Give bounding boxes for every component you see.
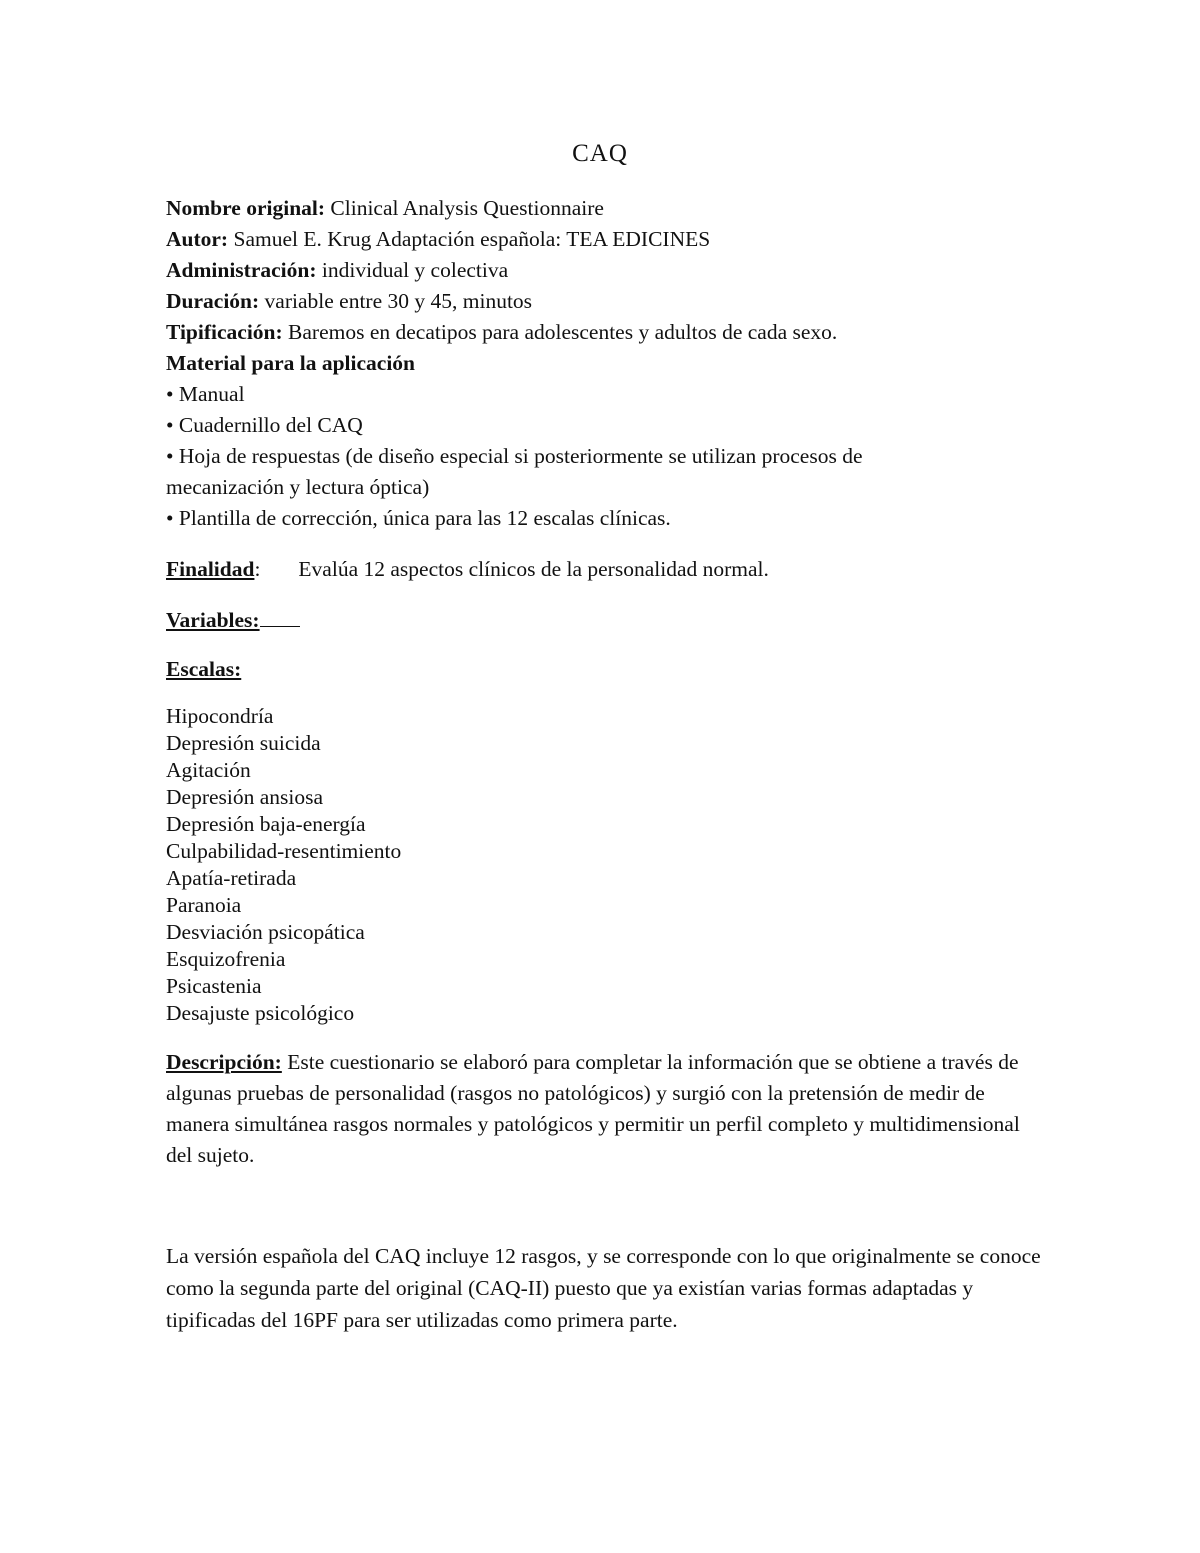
field-label: Autor:	[166, 227, 229, 251]
field-value: Clinical Analysis Questionnaire	[330, 196, 604, 220]
field-duracion	[166, 286, 1046, 317]
material-item: • Plantilla de corrección, única para las 12 escalas clínicas.	[166, 506, 671, 530]
field-value: individual y colectiva	[321, 258, 509, 282]
escala-item: Desviación psicopática	[166, 920, 365, 944]
material-item: • Hoja de respuestas (de diseño especial si posteriormente se utilizan procesos de mecanización y lectura óptica)	[166, 444, 863, 499]
finalidad-label: Finalidad	[166, 557, 255, 581]
escala-item: Apatía-retirada	[166, 866, 297, 890]
material-item: • Manual	[166, 382, 245, 406]
escala-item: Agitación	[166, 758, 251, 782]
field-autor	[166, 224, 1046, 255]
material-item: • Cuadernillo del CAQ	[166, 413, 363, 437]
field-nombre	[166, 193, 1046, 224]
field-value: Samuel E. Krug Adaptación española: TEA EDICINES	[233, 227, 711, 251]
escalas-heading-row	[166, 654, 1046, 685]
escala-item: Hipocondría	[166, 704, 274, 728]
escala-item: Depresión ansiosa	[166, 785, 324, 809]
underline-blank	[260, 625, 300, 627]
variables-heading-row	[166, 605, 1046, 636]
field-administracion	[166, 255, 1046, 286]
descripcion-label: Descripción:	[166, 1050, 282, 1074]
variables-heading: Variables:	[166, 608, 260, 632]
version-paragraph: La versión española del CAQ incluye 12 rasgos, y se corresponde con lo que originalmente se conoce como la segunda parte del original (CAQ-II) puesto que ya existían varias formas adaptadas y tipificadas del 16PF para ser utilizadas como primera parte.	[166, 1244, 1041, 1332]
document-title: CAQ	[572, 140, 628, 167]
descripcion-text: Este cuestionario se elaboró para completar la información que se obtiene a través de algunas pruebas de personalidad (rasgos no patológicos) y surgió con la pretensión de medir de manera simultánea rasgos normales y patológicos y permitir un perfil completo y multidimensional del sujeto.	[166, 1050, 1020, 1167]
document-body	[166, 193, 1046, 1336]
field-value: variable entre 30 y 45, minutos	[264, 289, 533, 313]
finalidad-value: Evalúa 12 aspectos clínicos de la personalidad normal.	[298, 557, 769, 581]
material-heading: Material para la aplicación	[166, 351, 416, 375]
escala-item: Desajuste psicológico	[166, 1001, 355, 1025]
escala-item: Esquizofrenia	[166, 947, 286, 971]
field-value: Baremos en decatipos para adolescentes y adultos de cada sexo.	[288, 320, 838, 344]
escalas-list	[166, 703, 1046, 1027]
finalidad-separator: :	[254, 557, 261, 581]
escala-item: Depresión baja-energía	[166, 812, 366, 836]
descripcion-paragraph	[166, 1047, 1046, 1171]
escalas-heading: Escalas:	[166, 657, 242, 681]
escala-item: Culpabilidad-resentimiento	[166, 839, 402, 863]
field-label: Administración:	[166, 258, 317, 282]
field-label: Tipificación:	[166, 320, 283, 344]
escala-item: Paranoia	[166, 893, 242, 917]
field-tipificacion	[166, 317, 1046, 348]
field-label: Duración:	[166, 289, 260, 313]
escala-item: Depresión suicida	[166, 731, 321, 755]
finalidad-row	[166, 554, 1046, 585]
escala-item: Psicastenia	[166, 974, 262, 998]
field-label: Nombre original:	[166, 196, 326, 220]
